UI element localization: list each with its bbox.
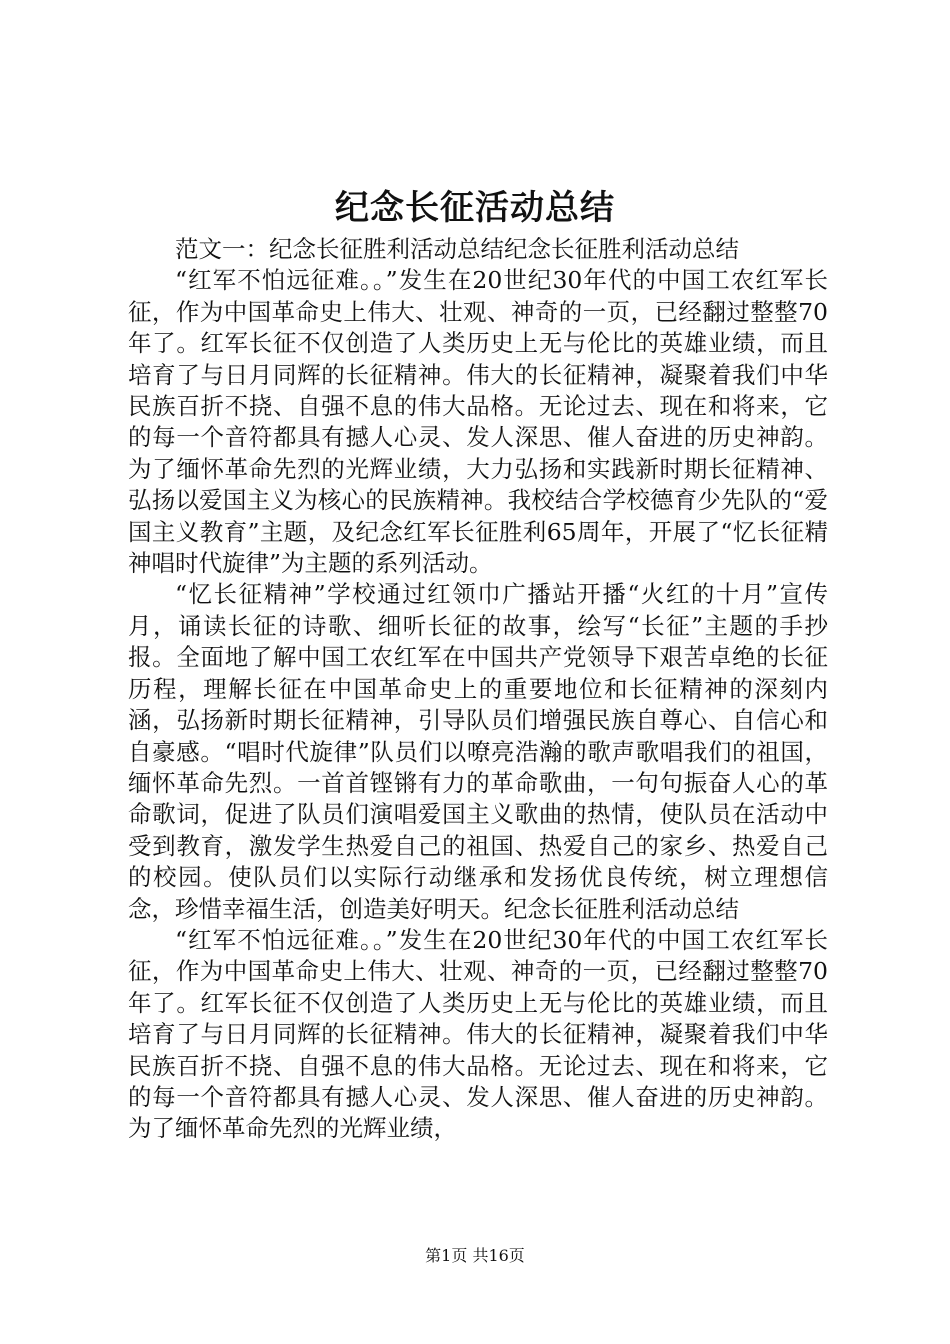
paragraph-2: “忆长征精神”学校通过红领巾广播站开播“火红的十月”宣传月，诵读长征的诗歌、细听长征的故事，绘写“长征”主题的手抄报。全面地了解中国工农红军在中国共产党领导下艰苦卓绝的长征历程，理解长征在中国革命史上的重要地位和长征精神的深刻内涵，弘扬新时期长征精神，引导队员们增强民族自尊心、自信心和自豪感。“唱时代旋律”队员们以嘹亮浩瀚的歌声歌唱我们的祖国，缅怀革命先烈。一首首铿锵有力的革命歌曲，一句句振奋人心的革命歌词，促进了队员们演唱爱国主义歌曲的热情，使队员在活动中受到教育，激发学生热爱自己的祖国、热爱自己的家乡、热爱自己的校园。使队员们以实际行动继承和发扬优良传统，树立理想信念，珍惜幸福生活，创造美好明天。纪念长征胜利活动总结 bbox=[128, 580, 828, 923]
paragraph-intro: 范文一：纪念长征胜利活动总结纪念长征胜利活动总结 bbox=[175, 235, 739, 263]
document-title: 纪念长征活动总结 bbox=[335, 188, 615, 228]
page-footer: 第1页 共16页 bbox=[425, 1246, 525, 1265]
paragraph-1: “红军不怕远征难。。”发生在20世纪30年代的中国工农红军长征，作为中国革命史上伟大、壮观、神奇的一页，已经翻过整整70年了。红军长征不仅创造了人类历史上无与伦比的英雄业绩，而且培育了与日月同辉的长征精神。伟大的长征精神，凝聚着我们中华民族百折不挠、自强不息的伟大品格。无论过去、现在和将来，它的每一个音符都具有撼人心灵、发人深思、催人奋进的历史神韵。为了缅怀革命先烈的光辉业绩，大力弘扬和实践新时期长征精神、弘扬以爱国主义为核心的民族精神。我校结合学校德育少先队的“爱国主义教育”主题，及纪念红军长征胜利65周年，开展了“忆长征精神唱时代旋律”为主题的系列活动。 bbox=[128, 266, 828, 578]
paragraph-3: “红军不怕远征难。。”发生在20世纪30年代的中国工农红军长征，作为中国革命史上伟大、壮观、神奇的一页，已经翻过整整70年了。红军长征不仅创造了人类历史上无与伦比的英雄业绩，而且培育了与日月同辉的长征精神。伟大的长征精神，凝聚着我们中华民族百折不挠、自强不息的伟大品格。无论过去、现在和将来，它的每一个音符都具有撼人心灵、发人深思、催人奋进的历史神韵。为了缅怀革命先烈的光辉业绩， bbox=[128, 925, 828, 1143]
document-body bbox=[128, 234, 828, 1145]
